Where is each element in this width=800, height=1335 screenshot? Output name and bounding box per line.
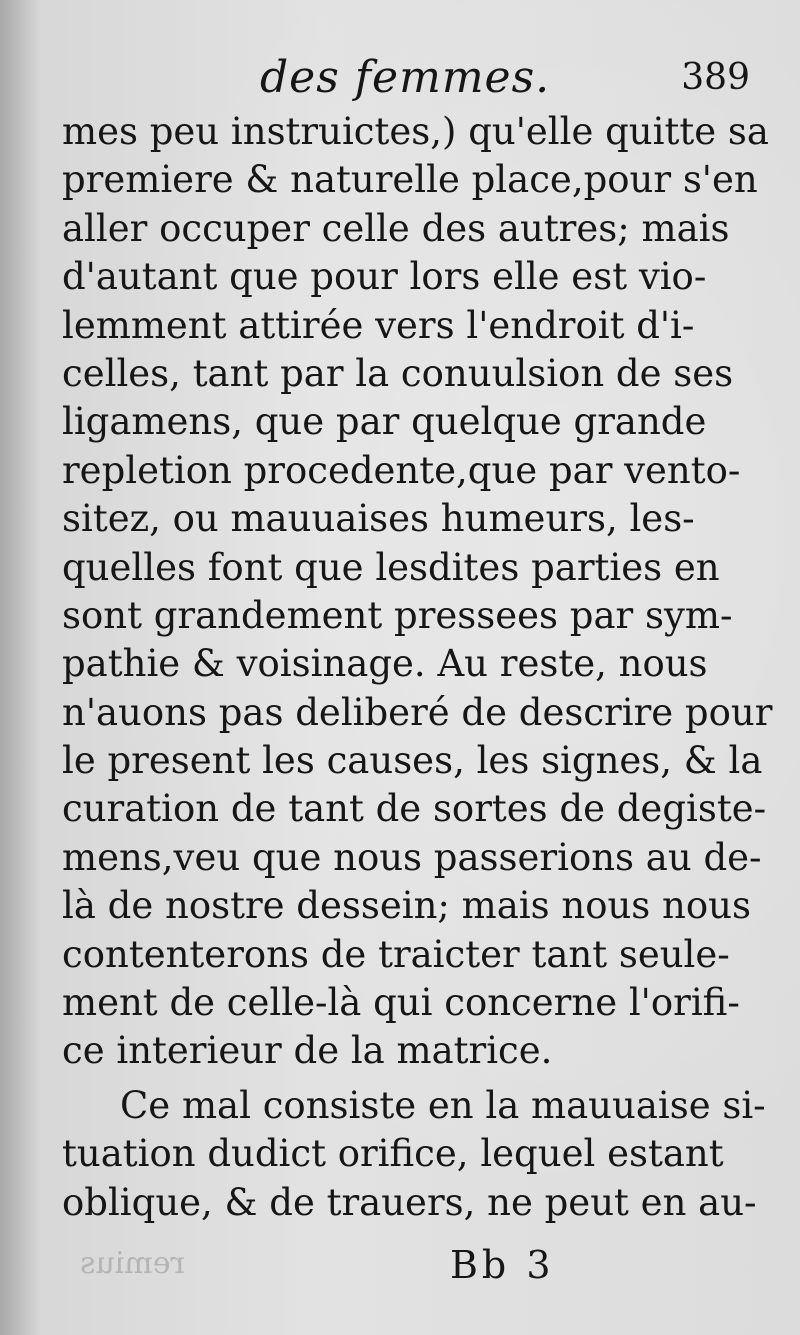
signature-mark: Bb 3 bbox=[450, 1243, 555, 1287]
text-line: là de nostre dessein; mais nous nous bbox=[62, 884, 751, 928]
text-line: mes peu instruictes,) qu'elle quitte sa bbox=[62, 110, 769, 153]
text-line: ce interieur de la matrice. bbox=[62, 1029, 553, 1073]
text-line: ment de celle-là qui concerne l'orifi- bbox=[62, 981, 740, 1025]
page-number: 389 bbox=[681, 57, 750, 98]
text-line: ligamens, que par quelque grande bbox=[62, 400, 707, 444]
body-text bbox=[62, 108, 773, 1227]
page-footer bbox=[60, 1240, 750, 1290]
bleed-through-text: remius bbox=[80, 1246, 185, 1281]
text-line: lemment attirée vers l'endroit d'i- bbox=[62, 303, 695, 347]
text-line: n'auons pas deliberé de descrire pour bbox=[62, 690, 773, 734]
text-line: Ce mal consiste en la mauuaise si- bbox=[120, 1083, 766, 1127]
text-line: oblique, & de trauers, ne peut en au- bbox=[62, 1180, 757, 1224]
text-line: le present les causes, les signes, & la bbox=[62, 739, 763, 783]
page-edge-shadow bbox=[0, 0, 40, 1335]
text-line: d'autant que pour lors elle est vio- bbox=[62, 255, 707, 299]
text-line: sont grandement pressees par sym- bbox=[62, 593, 733, 637]
text-line: repletion procedente,que par vento- bbox=[62, 448, 741, 492]
text-line: sitez, ou mauuaises humeurs, les- bbox=[62, 497, 695, 541]
text-line: aller occuper celle des autres; mais bbox=[62, 206, 730, 250]
running-title: des femmes. bbox=[260, 52, 551, 103]
text-line: celles, tant par la conuulsion de ses bbox=[62, 351, 734, 395]
text-line: contenterons de traicter tant seule- bbox=[62, 932, 730, 976]
text-line: premiere & naturelle place,pour s'en bbox=[62, 158, 758, 202]
text-line: tuation dudict orifice, lequel estant bbox=[62, 1132, 724, 1176]
text-line: quelles font que lesdites parties en bbox=[62, 545, 720, 589]
text-line: mens,veu que nous passerions au de- bbox=[62, 835, 762, 879]
text-line: curation de tant de sortes de degiste- bbox=[62, 787, 767, 831]
text-line: pathie & voisinage. Au reste, nous bbox=[62, 642, 708, 686]
running-head bbox=[60, 48, 750, 108]
